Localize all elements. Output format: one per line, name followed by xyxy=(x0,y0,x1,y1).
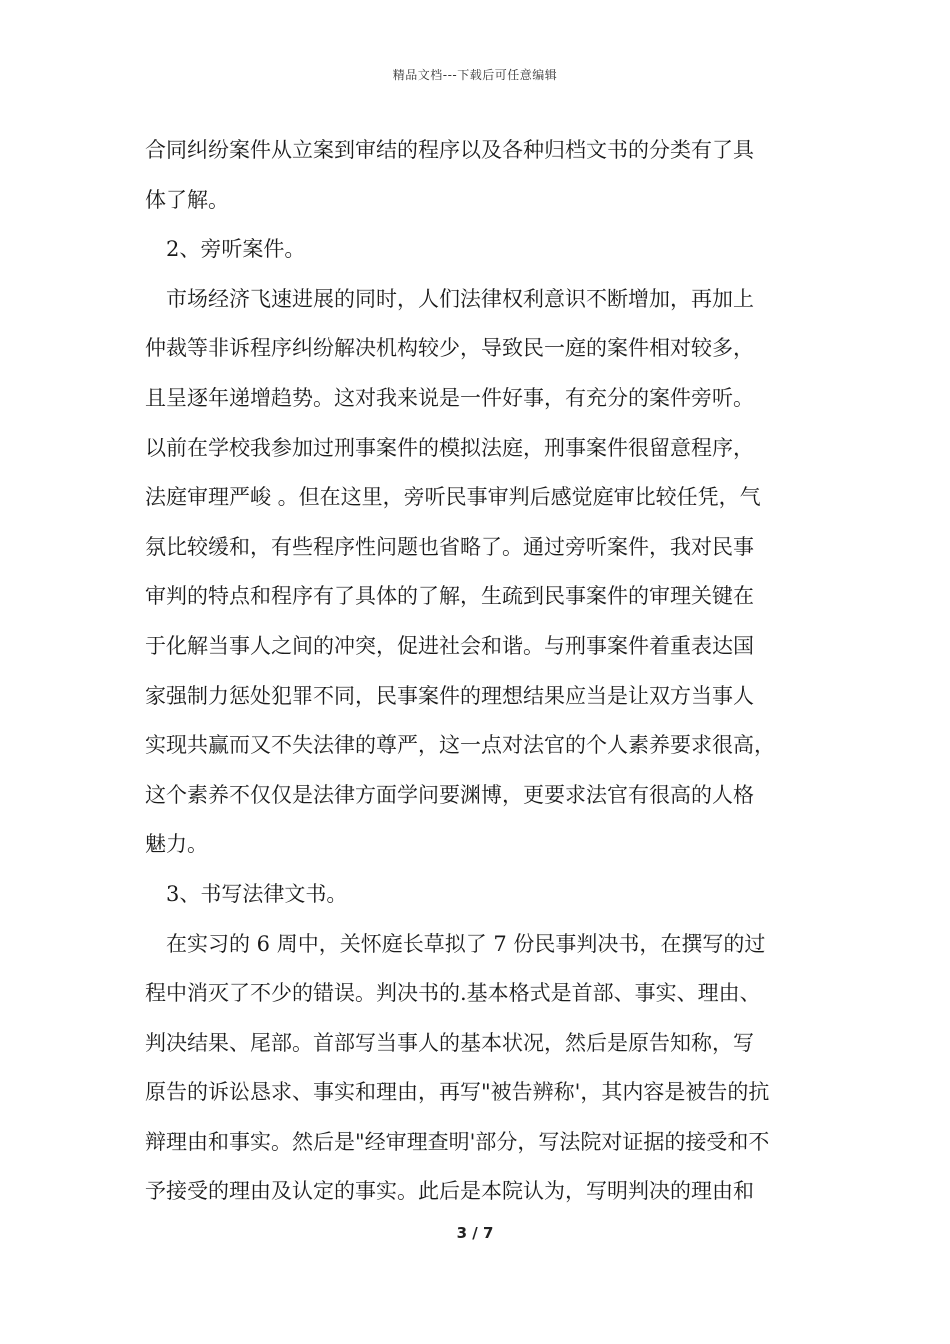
text-line: 仲裁等非诉程序纠纷解决机构较少，导致民一庭的案件相对较多， xyxy=(145,336,754,361)
text-line: 判决结果、尾部。首部写当事人的基本状况，然后是原告知称，写 xyxy=(145,1030,754,1055)
text-line: 程中消灭了不少的错误。判决书的.基本格式是首部、事实、理由、 xyxy=(145,981,761,1006)
text-line: 法庭审理严峻 。但在这里，旁听民事审判后感觉庭审比较任凭，气 xyxy=(145,485,761,510)
text-line: 体了解。 xyxy=(145,187,229,212)
text-line: 魅力。 xyxy=(145,832,208,857)
text-line: 实现共赢而又不失法律的尊严，这一点对法官的个人素养要求很高， xyxy=(145,733,775,758)
text-line: 在实习的 6 周中，关怀庭长草拟了 7 份民事判决书，在撰写的过 xyxy=(166,931,766,956)
page-number: 3 / 7 xyxy=(456,1224,494,1242)
text-line: 辩理由和事实。然后是"经审理查明'部分，写法院对证据的接受和不 xyxy=(145,1129,770,1154)
text-line: 且呈逐年递增趋势。这对我来说是一件好事，有充分的案件旁听。 xyxy=(145,385,754,410)
text-line: 家强制力惩处犯罪不同，民事案件的理想结果应当是让双方当事人 xyxy=(145,683,754,708)
text-line: 原告的诉讼恳求、事实和理由，再写"被告辨称'，其内容是被告的抗 xyxy=(145,1080,770,1105)
text-line: 以前在学校我参加过刑事案件的模拟法庭，刑事案件很留意程序， xyxy=(145,435,754,460)
section-heading: 3、书写法律文书。 xyxy=(166,881,348,906)
page-header: 精品文档---下载后可任意编辑 xyxy=(392,68,558,82)
text-line: 氛比较缓和，有些程序性问题也省略了。通过旁听案件，我对民事 xyxy=(145,534,754,559)
section-heading: 2、旁听案件。 xyxy=(166,237,306,262)
body-text xyxy=(145,126,810,1217)
text-line: 这个素养不仅仅是法律方面学问要渊博，更要求法官有很高的人格 xyxy=(145,782,754,807)
text-line: 于化解当事人之间的冲突，促进社会和谐。与刑事案件着重表达国 xyxy=(145,633,754,658)
text-line: 合同纠纷案件从立案到审结的程序以及各种归档文书的分类有了具 xyxy=(145,138,754,162)
text-line: 审判的特点和程序有了具体的了解，生疏到民事案件的审理关键在 xyxy=(145,584,754,609)
text-line: 予接受的理由及认定的事实。此后是本院认为，写明判决的理由和 xyxy=(145,1179,754,1204)
text-line: 市场经济飞速进展的同时，人们法律权利意识不断增加，再加上 xyxy=(166,286,754,311)
